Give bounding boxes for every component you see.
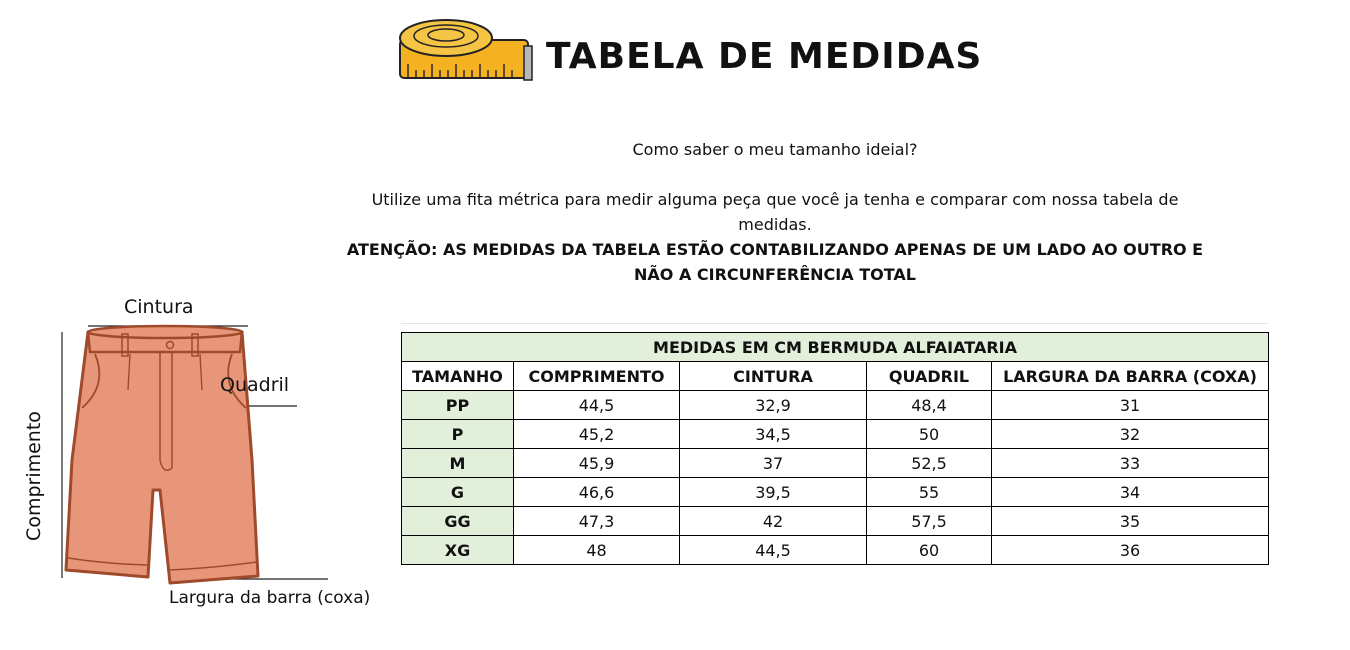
intro-text bbox=[345, 137, 1205, 287]
comprimento-cell: 46,6 bbox=[514, 478, 680, 507]
table-header-row bbox=[402, 362, 1269, 391]
largura-cell: 32 bbox=[992, 420, 1269, 449]
table-row bbox=[402, 420, 1269, 449]
size-cell: P bbox=[402, 420, 514, 449]
quadril-cell: 50 bbox=[867, 420, 992, 449]
largura-cell: 33 bbox=[992, 449, 1269, 478]
header-largura: LARGURA DA BARRA (COXA) bbox=[992, 362, 1269, 391]
largura-cell: 35 bbox=[992, 507, 1269, 536]
cintura-cell: 37 bbox=[680, 449, 867, 478]
intro-instruction: Utilize uma fita métrica para medir alguma peça que você ja tenha e comparar com nossa tabela de medidas. bbox=[371, 190, 1179, 234]
comprimento-cell: 45,9 bbox=[514, 449, 680, 478]
size-cell: M bbox=[402, 449, 514, 478]
header-quadril: QUADRIL bbox=[867, 362, 992, 391]
comprimento-cell: 47,3 bbox=[514, 507, 680, 536]
header-comprimento: COMPRIMENTO bbox=[514, 362, 680, 391]
size-cell: GG bbox=[402, 507, 514, 536]
measuring-tape-icon bbox=[396, 16, 536, 86]
table-caption: MEDIDAS EM CM BERMUDA ALFAIATARIA bbox=[402, 333, 1269, 362]
comprimento-cell: 45,2 bbox=[514, 420, 680, 449]
table-row bbox=[402, 478, 1269, 507]
quadril-cell: 60 bbox=[867, 536, 992, 565]
header-tamanho: TAMANHO bbox=[402, 362, 514, 391]
shorts-illustration bbox=[0, 290, 400, 630]
table-caption-row bbox=[402, 333, 1269, 362]
cintura-cell: 44,5 bbox=[680, 536, 867, 565]
cintura-cell: 34,5 bbox=[680, 420, 867, 449]
table-row bbox=[402, 391, 1269, 420]
label-largura-barra: Largura da barra (coxa) bbox=[169, 588, 371, 608]
sheet-gridline bbox=[401, 323, 1268, 332]
table-row bbox=[402, 449, 1269, 478]
table-row bbox=[402, 536, 1269, 565]
page-header bbox=[396, 16, 983, 86]
comprimento-cell: 48 bbox=[514, 536, 680, 565]
label-comprimento: Comprimento bbox=[23, 411, 45, 541]
table-row bbox=[402, 507, 1269, 536]
size-cell: G bbox=[402, 478, 514, 507]
shorts-diagram bbox=[0, 290, 400, 630]
cintura-cell: 42 bbox=[680, 507, 867, 536]
quadril-cell: 52,5 bbox=[867, 449, 992, 478]
size-cell: XG bbox=[402, 536, 514, 565]
page-title: TABELA DE MEDIDAS bbox=[546, 36, 983, 77]
label-quadril: Quadril bbox=[220, 374, 290, 396]
largura-cell: 34 bbox=[992, 478, 1269, 507]
header-cintura: CINTURA bbox=[680, 362, 867, 391]
size-cell: PP bbox=[402, 391, 514, 420]
intro-warning: ATENÇÃO: AS MEDIDAS DA TABELA ESTÃO CONTABILIZANDO APENAS DE UM LADO AO OUTRO E NÃO A CIRCUNFERÊNCIA TOTAL bbox=[346, 240, 1204, 284]
size-table-wrapper bbox=[401, 323, 1268, 565]
quadril-cell: 55 bbox=[867, 478, 992, 507]
cintura-cell: 32,9 bbox=[680, 391, 867, 420]
cintura-cell: 39,5 bbox=[680, 478, 867, 507]
intro-question: Como saber o meu tamanho ideial? bbox=[632, 140, 918, 159]
quadril-cell: 48,4 bbox=[867, 391, 992, 420]
quadril-cell: 57,5 bbox=[867, 507, 992, 536]
size-table bbox=[401, 332, 1269, 565]
label-cintura: Cintura bbox=[124, 296, 194, 318]
largura-cell: 36 bbox=[992, 536, 1269, 565]
largura-cell: 31 bbox=[992, 391, 1269, 420]
comprimento-cell: 44,5 bbox=[514, 391, 680, 420]
